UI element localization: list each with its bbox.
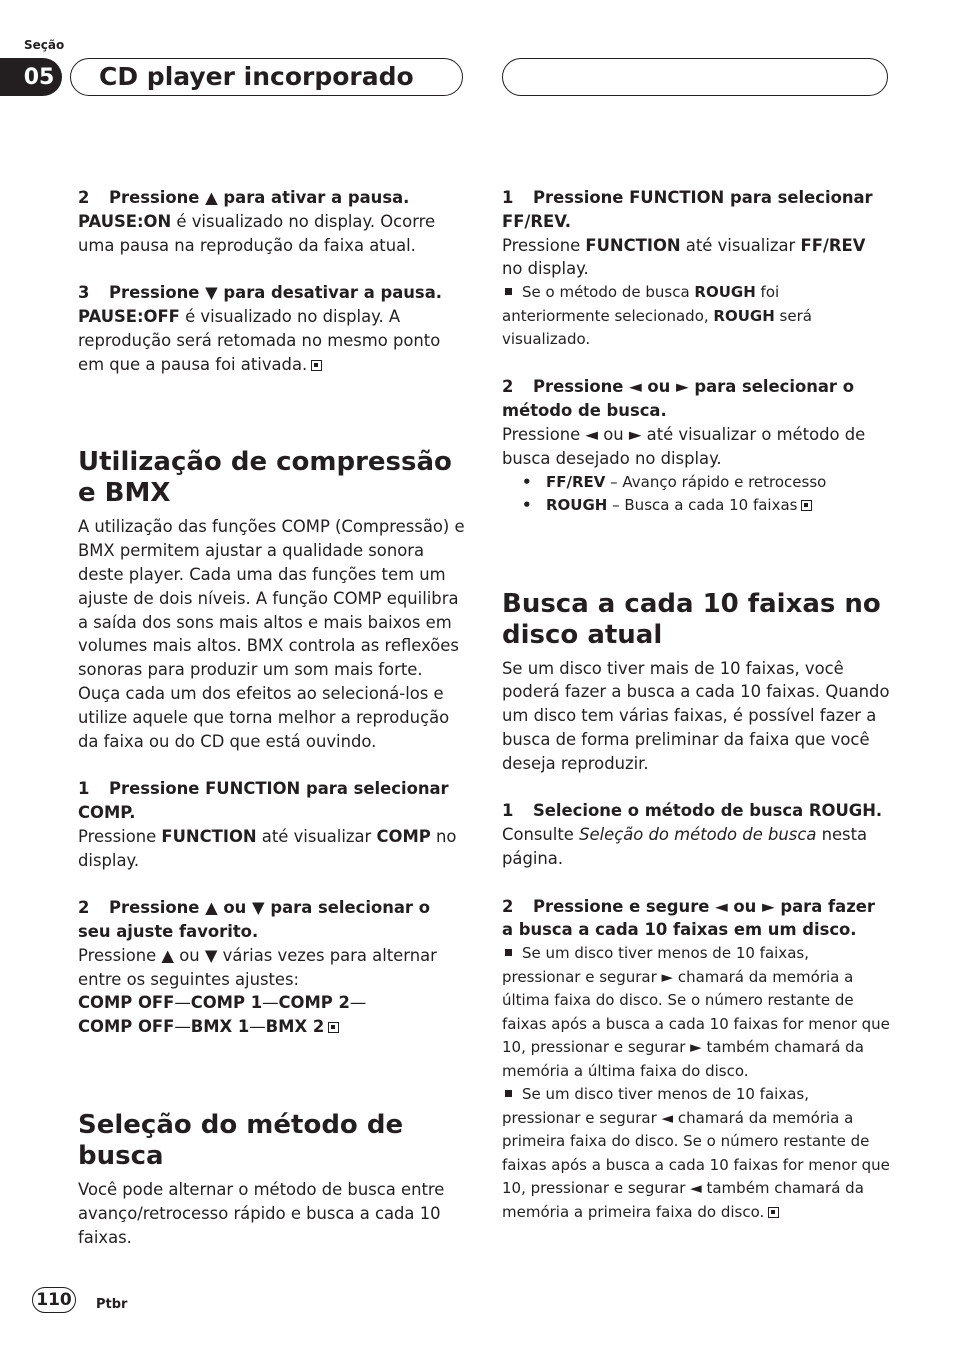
paragraph — [78, 825, 466, 873]
end-of-section-icon — [801, 500, 812, 511]
separator: — — [174, 993, 191, 1013]
separator: — — [262, 993, 279, 1013]
step-press-hold — [502, 895, 890, 943]
display-text: FF/REV — [546, 472, 606, 491]
paragraph — [78, 210, 466, 258]
setting: COMP OFF — [78, 993, 175, 1013]
button-name: FUNCTION — [585, 235, 681, 255]
heading-compression-bmx: Utilização de compressão e BMX — [78, 447, 452, 509]
step-select-comp — [78, 777, 466, 825]
text: nesta página. — [502, 825, 868, 869]
step-pause-off — [78, 281, 466, 305]
text: é visualizado no display. Ocorre uma pausa na reprodução da faixa atual. — [78, 211, 436, 255]
setting: COMP 2 — [278, 993, 350, 1013]
paragraph: Você pode alternar o método de busca entre avanço/retrocesso rápido e busca a cada 10 faixas. — [78, 1179, 445, 1247]
setting: COMP 1 — [190, 993, 263, 1013]
note-square-icon — [505, 1090, 512, 1097]
setting: BMX 1 — [190, 1017, 250, 1037]
note-square-icon — [505, 288, 512, 295]
text: Se o método de busca — [522, 283, 695, 302]
step-select-ffrev — [502, 186, 890, 234]
step-text: Pressione FUNCTION para selecionar COMP. — [78, 779, 449, 822]
text: – Busca a cada 10 faixas — [607, 496, 798, 515]
display-text: PAUSE:ON — [78, 211, 172, 231]
cross-reference: Seleção do método de busca — [579, 825, 817, 845]
paragraph: A utilização das funções COMP (Compressão) e BMX permitem ajustar a qualidade sonora deste player. Cada uma das funções tem um ajuste de dois níveis. A função COMP equilibra a saída dos sons mais altos e mais baixos em volumes mais altos. BMX controla as reflexões sonoras para produzir um som mais forte. Ouça cada um dos efeitos ao selecioná-los e utilize aquele que torna melhor a reprodução da faixa ou do CD que está ouvindo. — [78, 517, 465, 751]
display-text: COMP — [376, 826, 431, 846]
note-square-icon — [505, 949, 512, 956]
step-select-rough — [502, 799, 890, 823]
section-title-box — [70, 58, 463, 96]
display-text: FF/REV — [800, 235, 866, 255]
paragraph: Pressione ▲ ou ▼ várias vezes para alternar entre os seguintes ajustes: — [78, 945, 437, 989]
text: até visualizar — [256, 826, 377, 846]
left-column — [78, 186, 466, 1249]
step-number: 3 — [78, 283, 90, 303]
language-code: Ptbr — [96, 1297, 128, 1312]
step-number: 1 — [502, 801, 514, 821]
end-of-section-icon — [328, 1022, 339, 1033]
display-text: ROUGH — [713, 306, 775, 325]
step-text: Pressione ▼ para desativar a pausa. — [109, 283, 442, 303]
separator: — — [174, 1017, 191, 1037]
text: foi anteriormente selecionado, — [502, 283, 780, 325]
text: – Avanço rápido e retrocesso — [605, 472, 827, 491]
step-number: 1 — [78, 779, 90, 799]
step-number: 2 — [78, 898, 90, 918]
text: Consulte — [502, 825, 580, 845]
setting: COMP OFF — [78, 1017, 175, 1037]
right-column — [502, 186, 890, 1224]
list-item — [522, 494, 890, 518]
section-number-badge: 05 — [0, 58, 62, 96]
heading-10-track-search: Busca a cada 10 faixas no disco atual — [502, 588, 881, 650]
step-text: Pressione FUNCTION para selecionar FF/REV. — [502, 188, 873, 231]
paragraph — [502, 823, 890, 871]
text: será visualizado. — [502, 306, 812, 349]
text: até visualizar — [680, 235, 801, 255]
display-text: PAUSE:OFF — [78, 306, 180, 326]
separator: — — [349, 993, 367, 1013]
step-number: 1 — [502, 188, 514, 207]
text: Pressione — [78, 826, 162, 846]
text: Se um disco tiver menos de 10 faixas, pressionar e segurar ◄ chamará da memória a primeira faixa do disco. Se o número restante de faixas após a busca a cada 10 faixas for menor que 10, pressionar e segurar ◄ também chamará da memória a primeira faixa do disco. — [502, 1085, 890, 1221]
end-of-section-icon — [768, 1207, 779, 1218]
note — [502, 281, 890, 352]
step-pause-on — [78, 186, 466, 210]
header-blank-box — [502, 58, 888, 96]
step-text: Pressione ▲ ou ▼ para selecionar o seu ajuste favorito. — [78, 898, 430, 941]
step-text: Selecione o método de busca ROUGH. — [533, 801, 883, 821]
text: no display. — [78, 826, 457, 870]
note — [502, 942, 890, 1083]
text: no display. — [502, 259, 589, 279]
page-number: 110 — [32, 1287, 76, 1313]
step-number: 2 — [78, 188, 90, 207]
paragraph — [78, 305, 466, 376]
step-text: Pressione ◄ ou ► para selecionar o método de busca. — [502, 377, 854, 421]
heading-search-method: Seleção do método de busca — [78, 1109, 404, 1171]
step-text: Pressione e segure ◄ ou ► para fazer a busca a cada 10 faixas em um disco. — [502, 896, 875, 940]
paragraph: Pressione ◄ ou ► até visualizar o método de busca desejado no display. — [502, 425, 866, 468]
list-item — [522, 471, 890, 495]
display-text: ROUGH — [546, 496, 608, 515]
step-number: 2 — [502, 377, 514, 397]
setting: BMX 2 — [265, 1017, 325, 1037]
step-number: 2 — [502, 896, 514, 916]
text: Se um disco tiver menos de 10 faixas, pressionar e segurar ► chamará da memória a última faixa do disco. Se o número restante de faixas após a busca a cada 10 faixas for menor que 10, pressionar e segurar ► também chamará da memória a última faixa do disco. — [502, 944, 890, 1080]
note — [502, 1083, 890, 1224]
button-name: FUNCTION — [161, 826, 257, 846]
paragraph — [502, 234, 890, 282]
separator: — — [249, 1017, 266, 1037]
step-select-method — [502, 375, 890, 423]
section-title: CD player incorporado — [99, 62, 414, 91]
section-label: Seção — [24, 38, 65, 52]
method-list — [502, 471, 890, 518]
paragraph: Se um disco tiver mais de 10 faixas, você poderá fazer a busca a cada 10 faixas. Quando um disco tem várias faixas, é possível fazer a busca de forma preliminar da faixa que você deseja reproduzir. — [502, 658, 890, 773]
text: é visualizado no display. A reprodução será retomada no mesmo ponto em que a pausa foi ativada. — [78, 306, 441, 374]
step-text: Pressione ▲ para ativar a pausa. — [109, 188, 410, 207]
settings-sequence — [78, 991, 466, 1039]
text: Pressione — [502, 235, 586, 255]
display-text: ROUGH — [694, 283, 756, 302]
end-of-section-icon — [311, 360, 322, 371]
step-select-setting — [78, 896, 466, 944]
